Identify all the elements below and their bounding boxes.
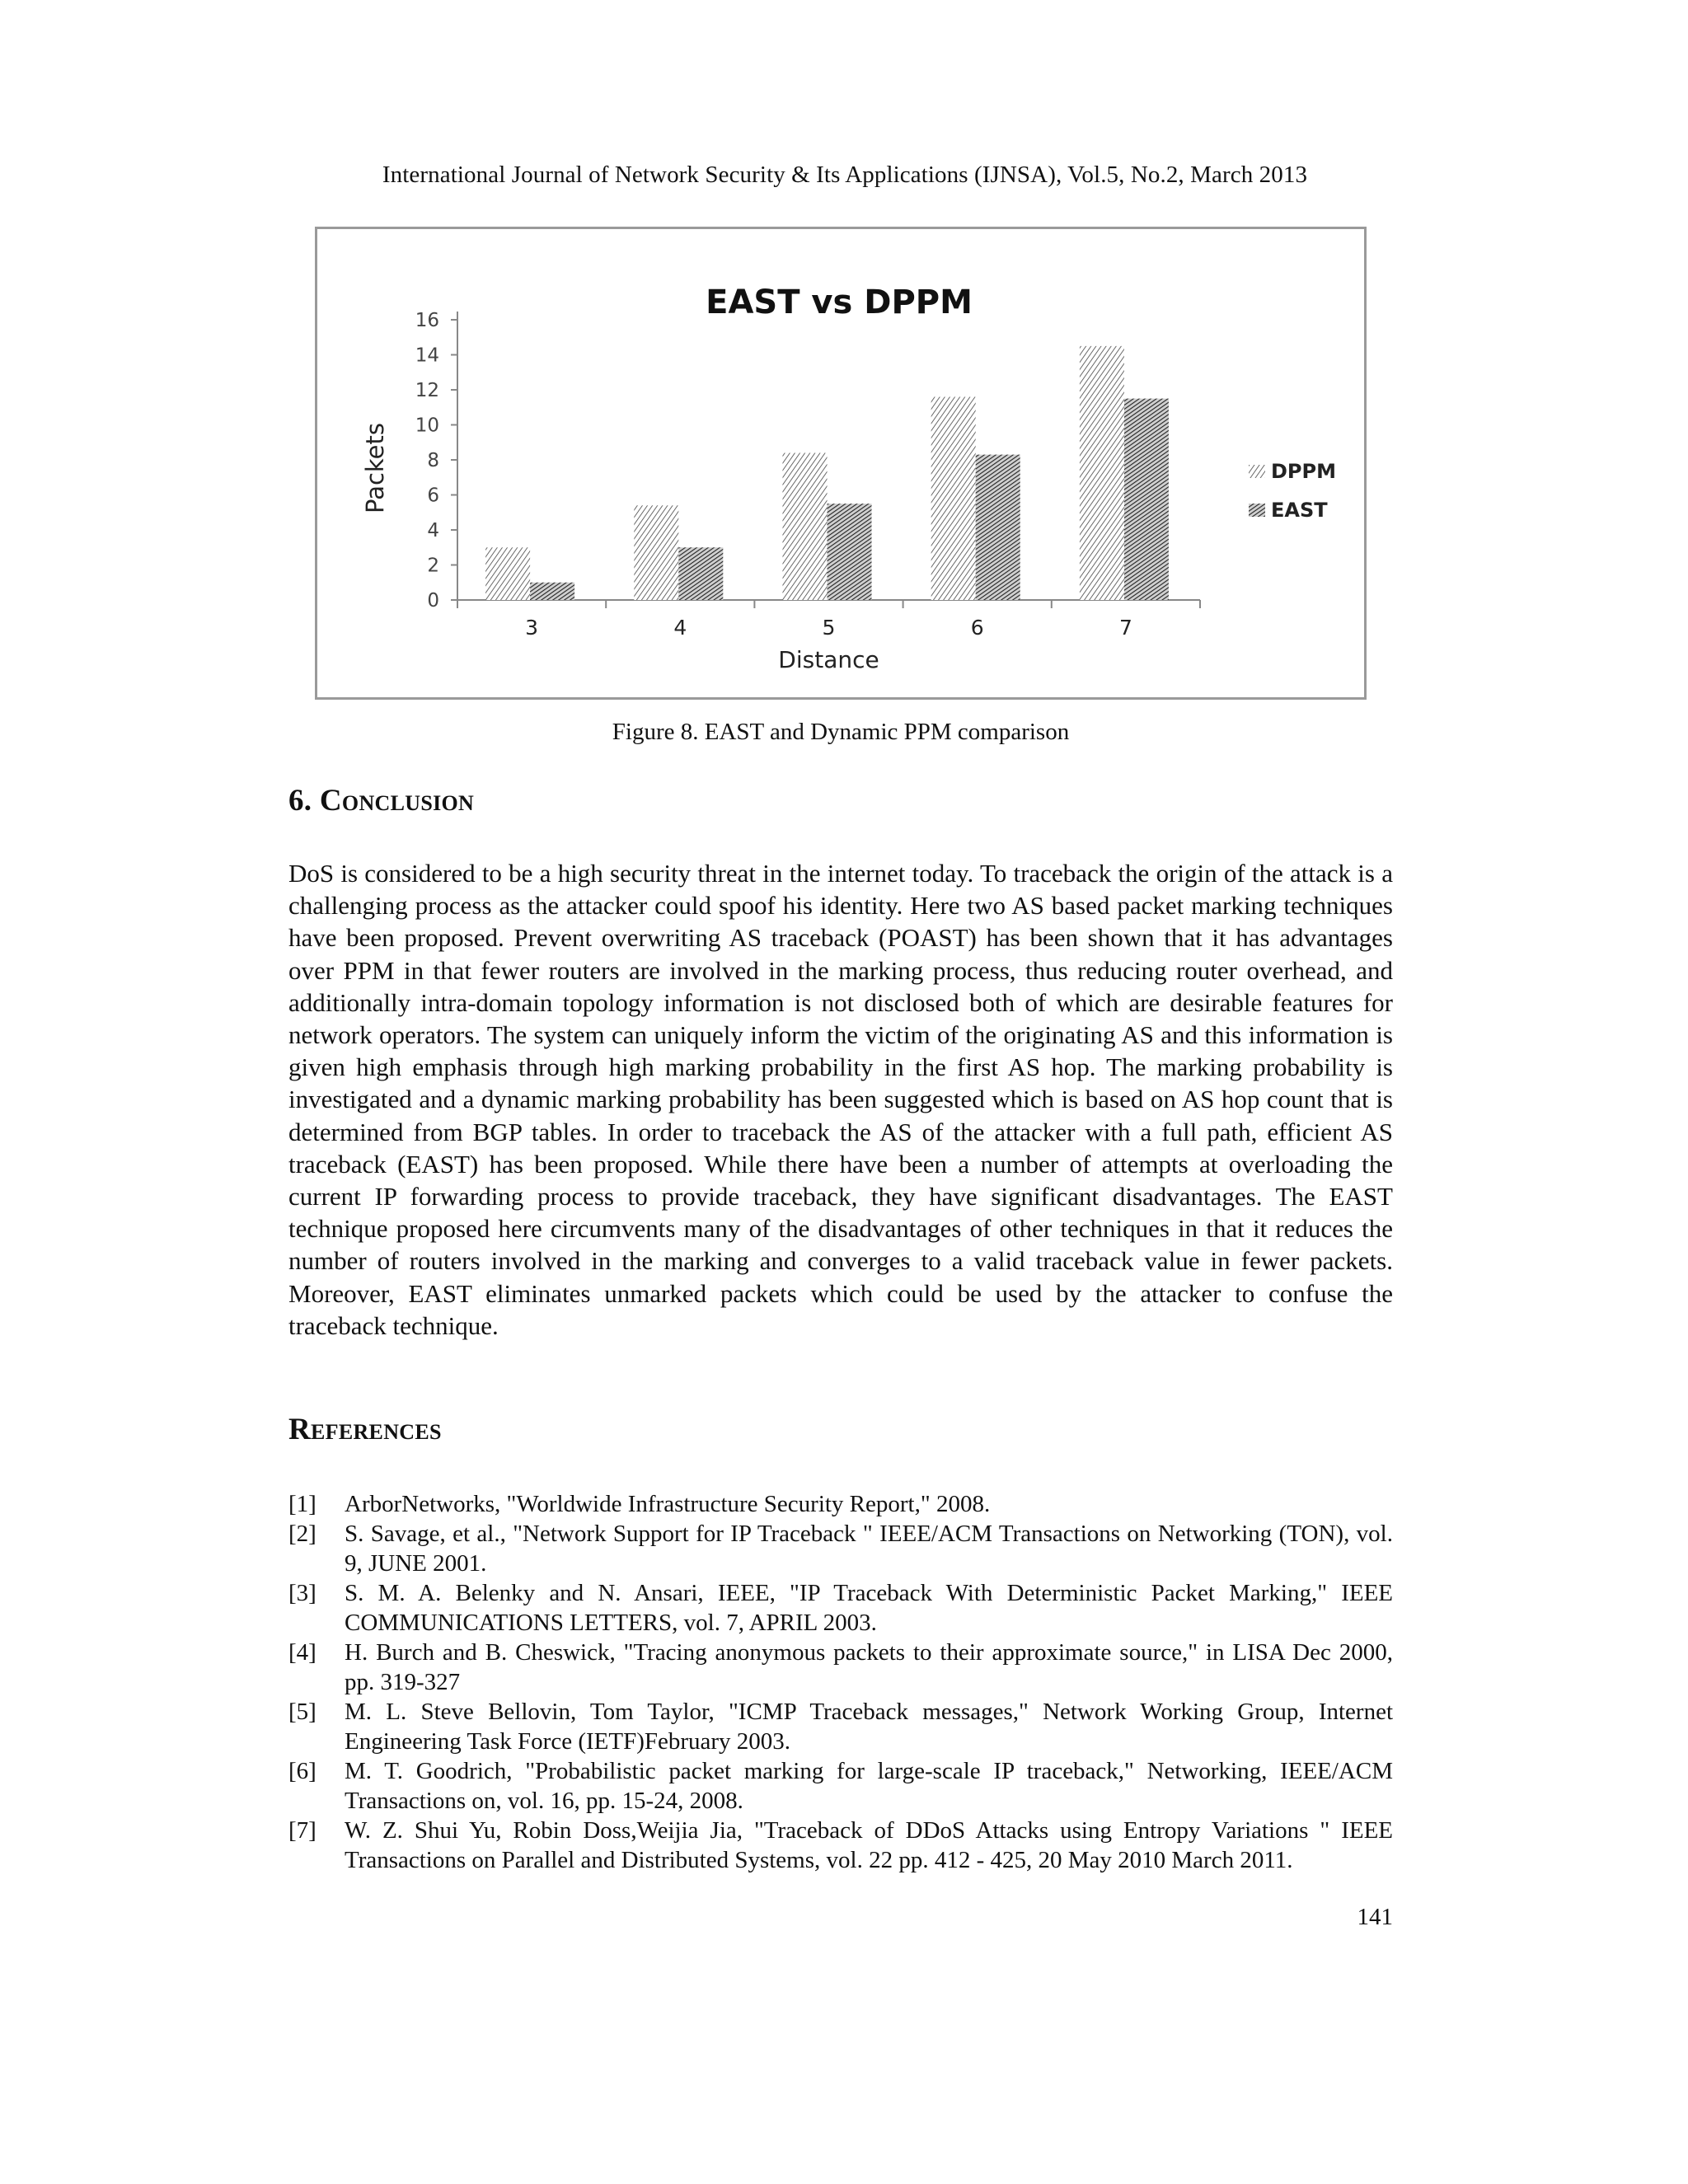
y-tick-label: 12 (415, 380, 439, 401)
bar-dppm-3 (485, 547, 530, 600)
bar-east-6 (976, 455, 1020, 600)
reference-text: S. M. A. Belenky and N. Ansari, IEEE, "IP Traceback With Deterministic Packet Marking," IEEE COMMUNICATIONS LETTERS, vol. 7, APRIL 2003. (345, 1580, 1393, 1636)
legend-swatch-east (1249, 504, 1265, 517)
bar-east-7 (1124, 399, 1169, 600)
y-tick-label: 10 (415, 415, 439, 437)
y-tick-label: 4 (427, 520, 439, 541)
reference-list (288, 1489, 1393, 1875)
figure-8-chart (315, 227, 1367, 700)
x-tick-label: 3 (525, 616, 539, 640)
x-tick-label: 5 (822, 616, 836, 640)
reference-text: ArborNetworks, "Worldwide Infrastructure Security Report," 2008. (345, 1491, 991, 1517)
reference-number: [7] (288, 1817, 316, 1844)
reference-item (288, 1578, 1393, 1638)
reference-number: [4] (288, 1639, 316, 1666)
y-tick-label: 14 (415, 344, 439, 367)
reference-item (288, 1697, 1393, 1756)
bar-dppm-4 (634, 505, 678, 600)
reference-text: S. Savage, et al., "Network Support for IP Traceback " IEEE/ACM Transactions on Networking (TON), vol. 9, JUNE 2001. (345, 1521, 1393, 1577)
reference-item (288, 1519, 1393, 1578)
reference-number: [1] (288, 1491, 316, 1517)
y-tick-label: 2 (427, 555, 439, 577)
x-tick-label: 7 (1118, 616, 1132, 640)
reference-number: [3] (288, 1580, 316, 1606)
reference-item (288, 1638, 1393, 1697)
y-tick-label: 8 (427, 450, 439, 471)
y-tick-label: 0 (427, 590, 439, 612)
bar-dppm-5 (783, 453, 828, 601)
legend-label-dppm: DPPM (1271, 460, 1336, 483)
bar-dppm-6 (931, 397, 976, 601)
reference-text: W. Z. Shui Yu, Robin Doss,Weijia Jia, "Traceback of DDoS Attacks using Entropy Variations " IEEE Transactions on Parallel and Distributed Systems, vol. 22 pp. 412 - 425, 20 May 2010 March 2011. (345, 1817, 1393, 1873)
bar-chart (317, 229, 1364, 697)
reference-text: M. T. Goodrich, "Probabilistic packet marking for large-scale IP traceback," Networking, IEEE/ACM Transactions on, vol. 16, pp. 15-24, 2008. (345, 1758, 1393, 1814)
reference-item (288, 1489, 1393, 1519)
legend-swatch-dppm (1249, 465, 1265, 478)
references-heading: References (288, 1413, 442, 1446)
y-axis-label: Packets (361, 423, 389, 513)
figure-caption: Figure 8. EAST and Dynamic PPM comparison (612, 719, 1070, 745)
running-head: International Journal of Network Security & Its Applications (IJNSA), Vol.5, No.2, March 2013 (382, 162, 1308, 188)
x-axis-label: Distance (778, 646, 879, 673)
reference-text: H. Burch and B. Cheswick, "Tracing anonymous packets to their approximate source," in LISA Dec 2000, pp. 319-327 (345, 1639, 1393, 1695)
conclusion-paragraph: DoS is considered to be a high security threat in the internet today. To traceback the origin of the attack is a challenging process as the attacker could spoof his identity. Here two AS based packet marking techniques have been proposed. Prevent overwriting AS traceback (POAST) has been shown that it has advantages over PPM in that fewer routers are involved in the marking process, thus reducing router overhead, and additionally intra-domain topology information is not disclosed both of which are desirable features for network operators. The system can uniquely inform the victim of the originating AS and this information is given high emphasis through high marking probability in the first AS hop. The marking probability is investigated and a dynamic marking probability has been suggested which is based on AS hop count that is determined from BGP tables. In order to traceback the AS of the attacker with a full path, efficient AS traceback (EAST) has been proposed. While there have been a number of attempts at overloading the current IP forwarding process to provide traceback, they have significant disadvantages. The EAST technique proposed here circumvents many of the disadvantages of other techniques in that it reduces the number of routers involved in the marking and converges to a valid traceback value in fewer packets. Moreover, EAST eliminates unmarked packets which could be used by the attacker to confuse the traceback technique. (288, 859, 1393, 1340)
bar-dppm-7 (1080, 346, 1124, 600)
reference-number: [5] (288, 1699, 316, 1725)
reference-number: [6] (288, 1758, 316, 1784)
legend-label-east: EAST (1271, 499, 1328, 522)
chart-title: EAST vs DPPM (706, 284, 973, 321)
x-tick-label: 6 (970, 616, 984, 640)
reference-text: M. L. Steve Bellovin, Tom Taylor, "ICMP Traceback messages," Network Working Group, Internet Engineering Task Force (IETF)February 2003. (345, 1699, 1393, 1755)
y-tick-label: 6 (427, 485, 439, 507)
x-tick-label: 4 (673, 616, 687, 640)
reference-number: [2] (288, 1521, 316, 1547)
y-tick-label: 16 (415, 310, 439, 331)
bar-east-5 (828, 504, 872, 600)
reference-item (288, 1756, 1393, 1816)
bar-east-3 (530, 583, 574, 600)
page-number: 141 (1357, 1904, 1393, 1930)
reference-item (288, 1816, 1393, 1875)
conclusion-heading: 6. Conclusion (288, 784, 475, 818)
bar-east-4 (678, 547, 723, 600)
